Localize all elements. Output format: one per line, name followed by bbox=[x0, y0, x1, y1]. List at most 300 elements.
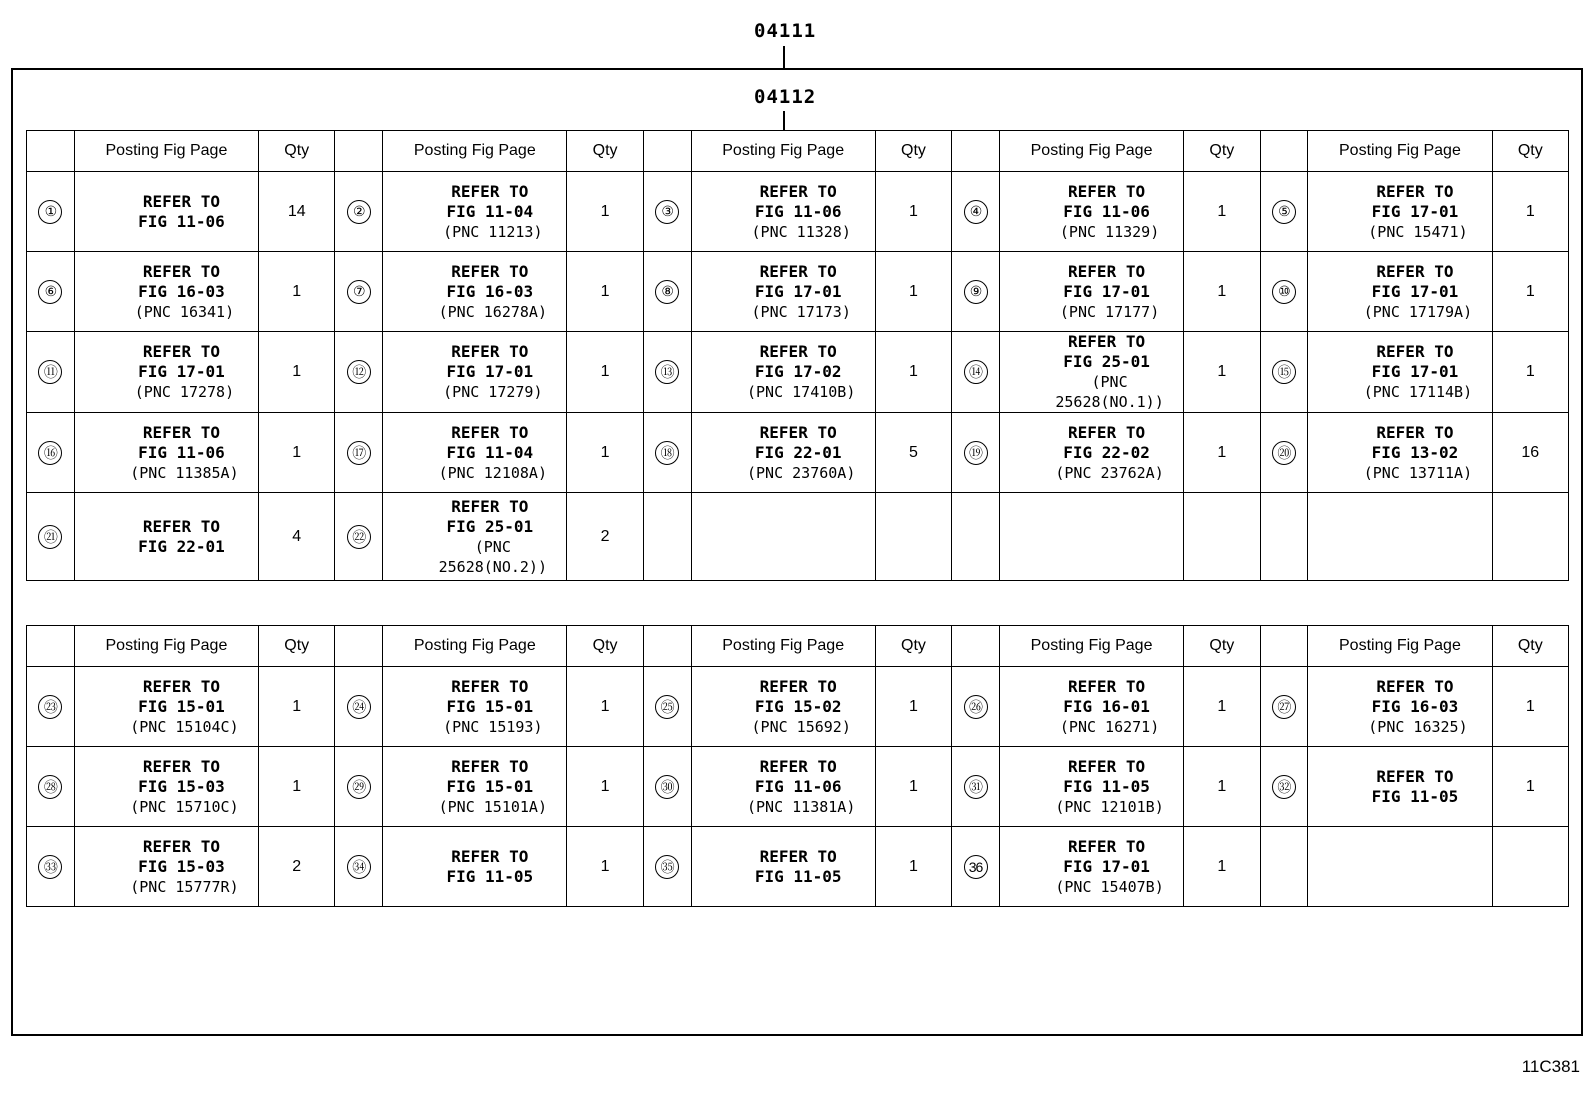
pnc-code: (PNC 15193) bbox=[443, 717, 543, 736]
ref-number-badge: ㉔ bbox=[347, 695, 371, 719]
ref-number-badge: ④ bbox=[964, 200, 988, 224]
ref-number-cell bbox=[27, 493, 75, 581]
qty-cell: 1 bbox=[259, 332, 335, 413]
ref-number-cell bbox=[1260, 413, 1308, 493]
ref-number-cell bbox=[27, 413, 75, 493]
reference-cell bbox=[383, 413, 567, 493]
table-row bbox=[27, 413, 1569, 493]
reference-cell bbox=[383, 827, 567, 907]
refer-to-label: REFER TO bbox=[759, 676, 837, 696]
qty-cell: 1 bbox=[875, 252, 951, 332]
fig-reference: FIG 17-01 bbox=[1371, 201, 1459, 221]
refer-to-label: REFER TO bbox=[142, 836, 220, 856]
qty-cell bbox=[1492, 827, 1568, 907]
refer-to-label: REFER TO bbox=[451, 676, 529, 696]
refer-to-label: REFER TO bbox=[1068, 676, 1146, 696]
qty-cell: 1 bbox=[875, 332, 951, 413]
reference-cell bbox=[383, 747, 567, 827]
reference-cell bbox=[691, 332, 875, 413]
ref-number-badge: ㉝ bbox=[38, 855, 62, 879]
ref-number-cell bbox=[952, 827, 1000, 907]
assembly-top-label: 04111 bbox=[754, 20, 817, 42]
fig-reference: FIG 16-03 bbox=[1371, 696, 1459, 716]
refer-to-label: REFER TO bbox=[759, 846, 837, 866]
ref-number-cell bbox=[952, 493, 1000, 581]
reference-cell bbox=[999, 747, 1183, 827]
header-posting-fig-page: Posting Fig Page bbox=[999, 626, 1183, 667]
refer-to-label: REFER TO bbox=[1376, 676, 1454, 696]
reference-cell bbox=[74, 413, 258, 493]
assembly-top-connector bbox=[783, 46, 785, 68]
fig-reference: FIG 16-03 bbox=[138, 281, 225, 301]
qty-cell: 1 bbox=[567, 413, 643, 493]
assembly-sub-connector bbox=[783, 111, 785, 131]
fig-reference: FIG 15-03 bbox=[138, 856, 225, 876]
ref-number-badge: ㉘ bbox=[38, 775, 62, 799]
qty-cell: 1 bbox=[567, 332, 643, 413]
reference-cell bbox=[999, 827, 1183, 907]
fig-reference: FIG 22-01 bbox=[138, 536, 225, 556]
refer-to-label: REFER TO bbox=[451, 342, 529, 361]
fig-reference: FIG 17-01 bbox=[1063, 281, 1150, 301]
qty-cell: 1 bbox=[567, 667, 643, 747]
ref-number-badge: ⑫ bbox=[347, 360, 371, 384]
ref-number-cell bbox=[335, 413, 383, 493]
pnc-code: (PNC 12108A) bbox=[438, 463, 547, 482]
table-row bbox=[27, 747, 1569, 827]
fig-reference: FIG 17-01 bbox=[138, 362, 225, 381]
pnc-code: (PNC 23760A) bbox=[747, 463, 856, 482]
refer-to-label: REFER TO bbox=[142, 516, 220, 536]
ref-number-cell bbox=[952, 252, 1000, 332]
pnc-code: (PNC 17177) bbox=[1059, 302, 1160, 321]
reference-cell bbox=[691, 747, 875, 827]
ref-number-cell bbox=[643, 252, 691, 332]
ref-number-badge: ⑨ bbox=[964, 280, 988, 304]
qty-cell: 1 bbox=[1492, 172, 1568, 252]
fig-reference: FIG 11-06 bbox=[138, 442, 225, 462]
reference-cell bbox=[1308, 413, 1492, 493]
ref-number-badge: ⑦ bbox=[347, 280, 371, 304]
ref-number-cell bbox=[643, 413, 691, 493]
qty-cell: 1 bbox=[875, 172, 951, 252]
ref-number-badge: ㉜ bbox=[1272, 775, 1296, 799]
reference-cell bbox=[999, 172, 1183, 252]
ref-number-badge: ㉗ bbox=[1272, 695, 1296, 719]
refer-to-label: REFER TO bbox=[451, 261, 529, 281]
header-qty: Qty bbox=[1492, 626, 1568, 667]
ref-number-badge: ⑪ bbox=[38, 360, 62, 384]
header-number-col bbox=[335, 626, 383, 667]
fig-reference: FIG 15-01 bbox=[138, 696, 225, 716]
fig-reference: FIG 17-01 bbox=[754, 281, 842, 301]
qty-cell: 1 bbox=[259, 667, 335, 747]
fig-reference: FIG 22-02 bbox=[1063, 442, 1150, 462]
fig-reference: FIG 11-06 bbox=[138, 211, 225, 231]
fig-reference: FIG 11-05 bbox=[446, 866, 534, 886]
ref-number-cell bbox=[335, 827, 383, 907]
ref-number-badge: ㉛ bbox=[964, 775, 988, 799]
qty-cell: 1 bbox=[1184, 332, 1260, 413]
pnc-code: (PNC 16341) bbox=[134, 302, 235, 321]
refer-to-label: REFER TO bbox=[142, 261, 220, 281]
refer-to-label: REFER TO bbox=[1068, 261, 1146, 281]
header-number-col bbox=[1260, 131, 1308, 172]
fig-reference: FIG 13-02 bbox=[1371, 442, 1459, 462]
pnc-code: (PNC 17279) bbox=[443, 383, 543, 401]
qty-cell: 1 bbox=[567, 172, 643, 252]
fig-reference: FIG 16-03 bbox=[446, 281, 534, 301]
ref-number-cell bbox=[27, 747, 75, 827]
reference-cell bbox=[999, 413, 1183, 493]
ref-number-badge: ① bbox=[38, 200, 62, 224]
ref-number-badge: 36 bbox=[964, 855, 988, 879]
header-posting-fig-page: Posting Fig Page bbox=[1308, 626, 1492, 667]
refer-to-label: REFER TO bbox=[759, 261, 837, 281]
ref-number-cell bbox=[952, 747, 1000, 827]
ref-number-cell bbox=[643, 747, 691, 827]
refer-to-label: REFER TO bbox=[451, 181, 529, 201]
refer-to-label: REFER TO bbox=[759, 181, 837, 201]
ref-number-badge: ㉞ bbox=[347, 855, 371, 879]
fig-reference: FIG 17-01 bbox=[1063, 856, 1150, 876]
fig-reference: FIG 11-04 bbox=[446, 442, 534, 462]
ref-number-badge: ⑮ bbox=[1272, 360, 1296, 384]
reference-cell bbox=[383, 667, 567, 747]
qty-cell: 1 bbox=[567, 747, 643, 827]
ref-number-cell bbox=[335, 747, 383, 827]
header-qty: Qty bbox=[259, 626, 335, 667]
pnc-code: (PNC 15777R) bbox=[130, 877, 239, 896]
pnc-code: (PNC 16325) bbox=[1368, 717, 1468, 736]
qty-cell bbox=[1492, 493, 1568, 581]
fig-reference: FIG 11-05 bbox=[754, 866, 842, 886]
ref-number-cell bbox=[643, 332, 691, 413]
table-row bbox=[27, 827, 1569, 907]
ref-number-cell bbox=[1260, 667, 1308, 747]
qty-cell: 1 bbox=[1492, 332, 1568, 413]
reference-cell bbox=[691, 252, 875, 332]
header-number-col bbox=[952, 131, 1000, 172]
header-number-col bbox=[643, 131, 691, 172]
qty-cell: 1 bbox=[1492, 747, 1568, 827]
ref-number-cell bbox=[952, 667, 1000, 747]
reference-cell bbox=[999, 332, 1183, 413]
qty-cell: 1 bbox=[875, 667, 951, 747]
reference-cell bbox=[1308, 332, 1492, 413]
pnc-code: (PNC 23762A) bbox=[1055, 463, 1164, 482]
pnc-code: (PNC 17114B) bbox=[1363, 383, 1473, 401]
pnc-code: (PNC 11329) bbox=[1059, 222, 1160, 241]
ref-number-cell bbox=[1260, 493, 1308, 581]
header-posting-fig-page: Posting Fig Page bbox=[74, 131, 258, 172]
qty-cell: 2 bbox=[259, 827, 335, 907]
reference-cell bbox=[1308, 827, 1492, 907]
table-row bbox=[27, 172, 1569, 252]
qty-cell: 1 bbox=[567, 252, 643, 332]
qty-cell: 1 bbox=[1184, 252, 1260, 332]
header-number-col bbox=[1260, 626, 1308, 667]
reference-cell bbox=[74, 493, 258, 581]
qty-cell: 1 bbox=[1184, 413, 1260, 493]
reference-cell bbox=[383, 252, 567, 332]
ref-number-cell bbox=[1260, 747, 1308, 827]
qty-cell: 1 bbox=[1184, 747, 1260, 827]
fig-reference: FIG 11-05 bbox=[1063, 776, 1150, 796]
ref-number-badge: ㉓ bbox=[38, 695, 62, 719]
ref-number-cell bbox=[952, 332, 1000, 413]
header-posting-fig-page: Posting Fig Page bbox=[383, 626, 567, 667]
refer-to-label: REFER TO bbox=[451, 422, 529, 442]
ref-number-badge: ⑤ bbox=[1272, 200, 1296, 224]
header-number-col bbox=[335, 131, 383, 172]
fig-reference: FIG 17-01 bbox=[1371, 281, 1459, 301]
pnc-code: (PNC 15471) bbox=[1368, 222, 1468, 241]
ref-number-badge: ⑩ bbox=[1272, 280, 1296, 304]
table-row bbox=[27, 252, 1569, 332]
table-row bbox=[27, 493, 1569, 581]
pnc-code: (PNC 11213) bbox=[443, 222, 543, 241]
refer-to-label: REFER TO bbox=[1068, 181, 1146, 201]
reference-cell bbox=[383, 172, 567, 252]
qty-cell: 2 bbox=[567, 493, 643, 581]
refer-to-label: REFER TO bbox=[759, 756, 837, 776]
header-qty: Qty bbox=[567, 626, 643, 667]
reference-cell bbox=[74, 332, 258, 413]
ref-number-cell bbox=[335, 252, 383, 332]
reference-cell bbox=[999, 667, 1183, 747]
refer-to-label: REFER TO bbox=[1376, 342, 1454, 361]
ref-number-cell bbox=[643, 827, 691, 907]
ref-number-cell bbox=[335, 667, 383, 747]
refer-to-label: REFER TO bbox=[142, 342, 220, 361]
reference-cell bbox=[383, 332, 567, 413]
refer-to-label: REFER TO bbox=[1068, 332, 1146, 351]
pnc-code: (PNC 13711A) bbox=[1363, 463, 1473, 482]
ref-number-badge: ③ bbox=[655, 200, 679, 224]
ref-number-badge: ㉒ bbox=[347, 525, 371, 549]
pnc-code: (PNC 11385A) bbox=[130, 463, 239, 482]
fig-reference: FIG 11-04 bbox=[446, 201, 534, 221]
ref-number-badge: ㉚ bbox=[655, 775, 679, 799]
fig-reference: FIG 15-01 bbox=[446, 776, 534, 796]
fig-reference: FIG 25-01 bbox=[446, 516, 534, 536]
refer-to-label: REFER TO bbox=[1068, 422, 1146, 442]
fig-reference: FIG 17-02 bbox=[754, 362, 842, 381]
header-qty: Qty bbox=[875, 131, 951, 172]
reference-cell bbox=[691, 827, 875, 907]
ref-number-badge: ⑲ bbox=[964, 441, 988, 465]
refer-to-label: REFER TO bbox=[1068, 756, 1146, 776]
pnc-code: (PNC 15407B) bbox=[1055, 877, 1164, 896]
fig-reference: FIG 15-03 bbox=[138, 776, 225, 796]
ref-number-badge: ② bbox=[347, 200, 371, 224]
ref-number-badge: ㉙ bbox=[347, 775, 371, 799]
ref-number-badge: ⑭ bbox=[964, 360, 988, 384]
ref-number-cell bbox=[335, 172, 383, 252]
fig-reference: FIG 11-06 bbox=[1063, 201, 1150, 221]
refer-to-label: REFER TO bbox=[1376, 766, 1454, 786]
qty-cell bbox=[1184, 493, 1260, 581]
reference-cell bbox=[74, 667, 258, 747]
refer-to-label: REFER TO bbox=[142, 676, 220, 696]
pnc-code: (PNC 15101A) bbox=[438, 797, 547, 816]
qty-cell: 4 bbox=[259, 493, 335, 581]
header-qty: Qty bbox=[567, 131, 643, 172]
qty-cell: 1 bbox=[259, 413, 335, 493]
ref-number-cell bbox=[952, 172, 1000, 252]
fig-reference: FIG 17-01 bbox=[446, 362, 534, 381]
qty-cell: 1 bbox=[567, 827, 643, 907]
pnc-code: (PNC 15692) bbox=[751, 717, 851, 736]
reference-cell bbox=[1308, 747, 1492, 827]
ref-number-cell bbox=[335, 332, 383, 413]
header-number-col bbox=[952, 626, 1000, 667]
header-qty: Qty bbox=[259, 131, 335, 172]
ref-number-badge: ⑯ bbox=[38, 441, 62, 465]
ref-number-badge: ㉖ bbox=[964, 695, 988, 719]
ref-number-badge: ⑬ bbox=[655, 360, 679, 384]
ref-number-cell bbox=[1260, 252, 1308, 332]
reference-cell bbox=[1308, 667, 1492, 747]
ref-number-badge: ⑳ bbox=[1272, 441, 1296, 465]
refer-to-label: REFER TO bbox=[451, 496, 529, 516]
refer-to-label: REFER TO bbox=[759, 422, 837, 442]
reference-cell bbox=[999, 252, 1183, 332]
refer-to-label: REFER TO bbox=[1068, 836, 1146, 856]
fig-reference: FIG 16-01 bbox=[1063, 696, 1150, 716]
refer-to-label: REFER TO bbox=[142, 756, 220, 776]
pnc-code: (PNC 16271) bbox=[1059, 717, 1160, 736]
ref-number-cell bbox=[27, 252, 75, 332]
qty-cell: 1 bbox=[259, 252, 335, 332]
reference-cell bbox=[691, 493, 875, 581]
header-number-col bbox=[27, 626, 75, 667]
ref-number-badge: ㉟ bbox=[655, 855, 679, 879]
qty-cell: 1 bbox=[875, 827, 951, 907]
fig-reference: FIG 15-01 bbox=[446, 696, 534, 716]
header-posting-fig-page: Posting Fig Page bbox=[691, 131, 875, 172]
reference-cell bbox=[74, 827, 258, 907]
header-qty: Qty bbox=[1492, 131, 1568, 172]
qty-cell: 1 bbox=[875, 747, 951, 827]
qty-cell: 1 bbox=[1492, 667, 1568, 747]
pnc-code: (PNC 25628(NO.1)) bbox=[1055, 373, 1164, 411]
refer-to-label: REFER TO bbox=[451, 756, 529, 776]
fig-reference: FIG 11-06 bbox=[754, 201, 842, 221]
refer-to-label: REFER TO bbox=[142, 422, 220, 442]
ref-number-cell bbox=[643, 667, 691, 747]
header-posting-fig-page: Posting Fig Page bbox=[74, 626, 258, 667]
reference-cell bbox=[74, 747, 258, 827]
fig-reference: FIG 15-02 bbox=[754, 696, 842, 716]
header-qty: Qty bbox=[1184, 131, 1260, 172]
header-number-col bbox=[27, 131, 75, 172]
ref-number-cell bbox=[952, 413, 1000, 493]
pnc-code: (PNC 15104C) bbox=[130, 717, 239, 736]
refer-to-label: REFER TO bbox=[1376, 181, 1454, 201]
header-posting-fig-page: Posting Fig Page bbox=[691, 626, 875, 667]
ref-number-cell bbox=[335, 493, 383, 581]
pnc-code: (PNC 12101B) bbox=[1055, 797, 1164, 816]
parts-table-1 bbox=[26, 130, 1569, 581]
parts-table-2 bbox=[26, 625, 1569, 907]
ref-number-cell bbox=[643, 172, 691, 252]
table-row bbox=[27, 667, 1569, 747]
ref-number-cell bbox=[27, 827, 75, 907]
header-posting-fig-page: Posting Fig Page bbox=[1308, 131, 1492, 172]
header-posting-fig-page: Posting Fig Page bbox=[383, 131, 567, 172]
ref-number-cell bbox=[27, 332, 75, 413]
reference-cell bbox=[1308, 252, 1492, 332]
pnc-code: (PNC 11381A) bbox=[747, 797, 856, 816]
pnc-code: (PNC 17410B) bbox=[747, 383, 856, 401]
assembly-sub-label: 04112 bbox=[754, 86, 817, 108]
qty-cell: 1 bbox=[1492, 252, 1568, 332]
reference-cell bbox=[383, 493, 567, 581]
ref-number-cell bbox=[1260, 332, 1308, 413]
qty-cell: 1 bbox=[1184, 827, 1260, 907]
refer-to-label: REFER TO bbox=[142, 191, 220, 211]
table-header-row bbox=[27, 131, 1569, 172]
ref-number-badge: ⑧ bbox=[655, 280, 679, 304]
header-posting-fig-page: Posting Fig Page bbox=[999, 131, 1183, 172]
header-qty: Qty bbox=[1184, 626, 1260, 667]
pnc-code: (PNC 25628(NO.2)) bbox=[438, 537, 547, 576]
pnc-code: (PNC 16278A) bbox=[438, 302, 547, 321]
qty-cell: 1 bbox=[1184, 172, 1260, 252]
refer-to-label: REFER TO bbox=[1376, 422, 1454, 442]
reference-cell bbox=[74, 252, 258, 332]
fig-reference: FIG 25-01 bbox=[1063, 352, 1150, 371]
ref-number-cell bbox=[1260, 827, 1308, 907]
reference-cell bbox=[999, 493, 1183, 581]
reference-cell bbox=[1308, 493, 1492, 581]
table-row bbox=[27, 332, 1569, 413]
header-number-col bbox=[643, 626, 691, 667]
reference-cell bbox=[1308, 172, 1492, 252]
pnc-code: (PNC 17173) bbox=[751, 302, 851, 321]
ref-number-cell bbox=[27, 667, 75, 747]
reference-cell bbox=[691, 413, 875, 493]
ref-number-badge: ㉑ bbox=[38, 525, 62, 549]
pnc-code: (PNC 11328) bbox=[751, 222, 851, 241]
fig-reference: FIG 17-01 bbox=[1371, 362, 1459, 381]
reference-cell bbox=[74, 172, 258, 252]
pnc-code: (PNC 17278) bbox=[134, 383, 235, 401]
ref-number-cell bbox=[1260, 172, 1308, 252]
refer-to-label: REFER TO bbox=[759, 342, 837, 361]
ref-number-cell bbox=[643, 493, 691, 581]
fig-reference: FIG 11-06 bbox=[754, 776, 842, 796]
fig-reference: FIG 22-01 bbox=[754, 442, 842, 462]
qty-cell: 5 bbox=[875, 413, 951, 493]
table-header-row bbox=[27, 626, 1569, 667]
qty-cell: 16 bbox=[1492, 413, 1568, 493]
fig-reference: FIG 11-05 bbox=[1371, 786, 1459, 806]
pnc-code: (PNC 17179A) bbox=[1363, 302, 1473, 321]
pnc-code: (PNC 15710C) bbox=[130, 797, 239, 816]
ref-number-badge: ⑥ bbox=[38, 280, 62, 304]
reference-cell bbox=[691, 667, 875, 747]
ref-number-badge: ⑰ bbox=[347, 441, 371, 465]
qty-cell: 1 bbox=[259, 747, 335, 827]
qty-cell bbox=[875, 493, 951, 581]
refer-to-label: REFER TO bbox=[451, 846, 529, 866]
refer-to-label: REFER TO bbox=[1376, 261, 1454, 281]
ref-number-cell bbox=[27, 172, 75, 252]
ref-number-badge: ㉕ bbox=[655, 695, 679, 719]
